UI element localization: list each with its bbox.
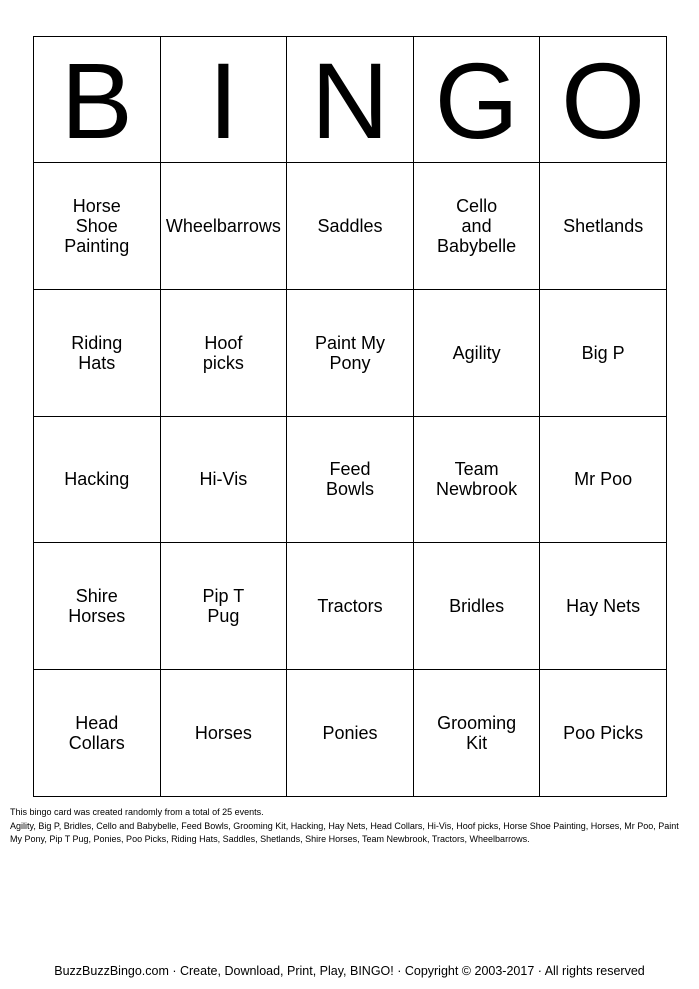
bingo-cell-label: Saddles	[317, 215, 383, 236]
bingo-cell-label: Feed Bowls	[325, 459, 374, 500]
bingo-cell-label: Big P	[581, 342, 625, 363]
bingo-cell-label: Shire Horses	[68, 586, 126, 627]
site-footer: BuzzBuzzBingo.com · Create, Download, Print, Play, BINGO! · Copyright © 2003-2017 · All rights reserved	[54, 964, 645, 978]
bingo-cell	[540, 543, 667, 670]
bingo-cell-label: Bridles	[449, 596, 505, 617]
bingo-header-row	[34, 37, 667, 163]
bingo-cell-label: Wheelbarrows	[165, 215, 281, 236]
bingo-row	[34, 289, 667, 416]
bingo-cell-label: Paint My Pony	[314, 332, 385, 373]
bingo-cell	[34, 543, 161, 670]
header-letter-n: N	[287, 37, 414, 163]
bingo-cell	[287, 289, 414, 416]
bingo-cell	[160, 163, 287, 290]
bingo-cell	[540, 289, 667, 416]
bingo-cell	[540, 163, 667, 290]
bingo-cell-label: Ponies	[322, 723, 378, 744]
bingo-row	[34, 670, 667, 797]
bingo-card	[33, 36, 667, 797]
bingo-cell-label: Hay Nets	[566, 596, 641, 617]
bingo-cell	[160, 289, 287, 416]
bingo-cell-label: Shetlands	[563, 215, 644, 236]
bingo-cell	[287, 543, 414, 670]
bingo-cell-label: Horses	[194, 723, 252, 744]
bingo-cell	[160, 543, 287, 670]
bingo-cell-label: Cello and Babybelle	[437, 195, 517, 256]
bingo-cell	[413, 670, 540, 797]
header-letter-i: I	[160, 37, 287, 163]
bingo-row	[34, 163, 667, 290]
bingo-cell-label: Pip T Pug	[202, 586, 245, 627]
bingo-cell	[34, 289, 161, 416]
bingo-cell	[413, 543, 540, 670]
header-letter-g: G	[413, 37, 540, 163]
card-info	[10, 806, 692, 847]
bingo-cell-label: Mr Poo	[574, 469, 633, 490]
bingo-cell-label: Poo Picks	[563, 723, 644, 744]
bingo-cell	[160, 416, 287, 543]
bingo-cell	[413, 289, 540, 416]
bingo-cell-label: Head Collars	[68, 713, 125, 754]
header-letter-o: O	[540, 37, 667, 163]
bingo-cell-label: Hi-Vis	[199, 469, 248, 490]
bingo-cell	[287, 163, 414, 290]
bingo-cell-label: Hoof picks	[202, 332, 244, 373]
bingo-cell	[160, 670, 287, 797]
bingo-cell	[34, 416, 161, 543]
bingo-cell	[540, 670, 667, 797]
bingo-cell	[413, 163, 540, 290]
bingo-cell	[287, 670, 414, 797]
bingo-cell	[413, 416, 540, 543]
bingo-cell	[34, 670, 161, 797]
bingo-cell-label: Team Newbrook	[436, 459, 518, 500]
bingo-cell-label: Hacking	[64, 469, 130, 490]
bingo-row	[34, 543, 667, 670]
card-info-event-list: Agility, Big P, Bridles, Cello and Babybelle, Feed Bowls, Grooming Kit, Hacking, Hay Nets, Head Collars, Hi-Vis, Hoof picks, Horse Shoe Painting, Horses, Mr Poo, Paint My Pony, Pip T Pug, Ponies, Poo Picks, Riding Hats, Saddles, Shetlands, Shire Horses, Team Newbrook, Tractors, Wheelbarrows.	[10, 820, 679, 844]
bingo-row	[34, 416, 667, 543]
bingo-cell-label: Agility	[452, 342, 501, 363]
bingo-cell	[287, 416, 414, 543]
card-info-summary: This bingo card was created randomly from a total of 25 events.	[10, 807, 264, 817]
bingo-cell-label: Riding Hats	[71, 332, 123, 373]
bingo-cell-label: Horse Shoe Painting	[64, 195, 130, 256]
bingo-cell-label: Grooming Kit	[437, 713, 517, 754]
header-letter-b: B	[34, 37, 161, 163]
bingo-cell	[540, 416, 667, 543]
bingo-cell	[34, 163, 161, 290]
bingo-cell-label: Tractors	[317, 596, 383, 617]
